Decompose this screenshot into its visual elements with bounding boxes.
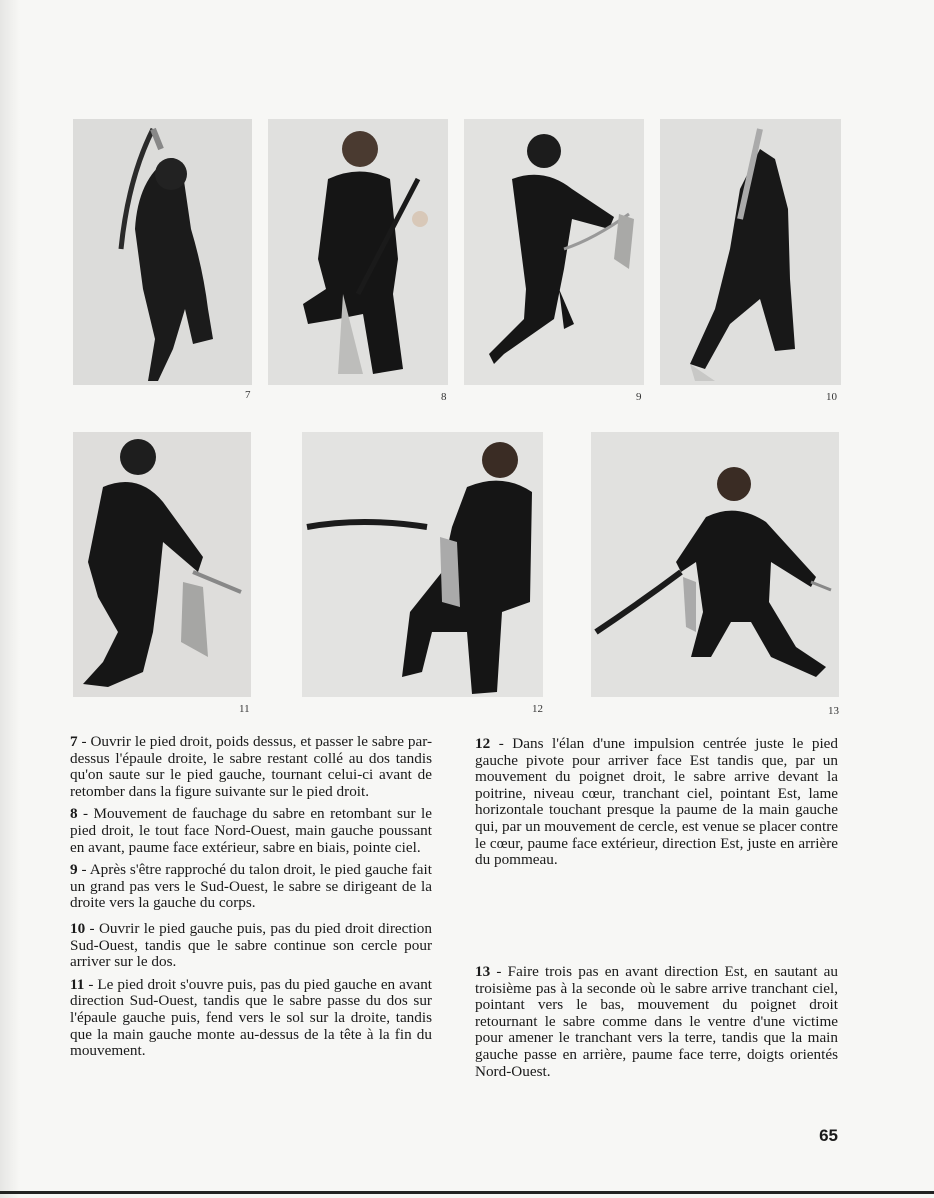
paragraph-12: 12 - Dans l'élan d'une impulsion centrée juste le pied gauche pivote pour arriver face Est tandis que, par un mouvement du poignet droit, le sabre arrive devant la poitrine, niveau cœur, tranchant ciel, pointant Est, lame horizontale touchant presque la paume de la main gauche qui, par un mouvement de cercle, est venue se placer contre le cœur, paume face extérieur, direction Est, juste en arrière du pommeau. xyxy=(475,735,838,869)
page-bottom-border xyxy=(0,1191,934,1194)
text-column-right-lower xyxy=(475,964,838,1086)
paragraph-7: 7 - Ouvrir le pied droit, poids dessus, et passer le sabre par-dessus l'épaule droite, le sabre restant collé au dos tandis qu'on saute sur le pied gauche, tournant celui-ci avant de retomber dans la figure suivante sur le pied droit. xyxy=(70,733,433,800)
page-edge-shadow xyxy=(0,0,20,1198)
figure-11-number: 11 xyxy=(239,703,250,715)
figure-13-photo xyxy=(591,432,839,697)
figure-9-number: 9 xyxy=(636,391,642,403)
figure-9-photo xyxy=(464,119,644,385)
figure-13-number: 13 xyxy=(828,705,839,717)
figure-10-number: 10 xyxy=(826,391,837,403)
figure-7-photo xyxy=(73,119,252,385)
figure-11-photo xyxy=(73,432,251,697)
paragraph-8: 8 - Mouvement de fauchage du sabre en retombant sur le pied droit, le tout face Nord-Ouest, main gauche poussant en avant, paume face extérieur, sabre en biais, pointe ciel. xyxy=(70,805,432,856)
paragraph-13: 13 - Faire trois pas en avant direction Est, en sautant au troisième pas à la seconde où le sabre arrive tranchant ciel, pointant vers le bas, mouvement du poignet droit retournant le sabre comme dans le ventre d'une victime pour amener le tranchant vers la terre, tandis que la main gauche passe en arrière, paume face terre, doigts orientés Nord-Ouest. xyxy=(475,963,839,1080)
paragraph-11: 11 - Le pied droit s'ouvre puis, pas du pied gauche en avant direction Sud-Ouest, tandis que le sabre passe du dos sur l'épaule gauche puis, fend vers le sol sur la droite, tandis que la main gauche monte au-dessus de la tête à la fin du mouvement. xyxy=(70,975,433,1060)
figure-8-number: 8 xyxy=(441,391,447,403)
figure-8-photo xyxy=(268,119,448,385)
text-column-left xyxy=(70,734,432,1066)
figure-7-number: 7 xyxy=(245,389,251,401)
text-column-right xyxy=(475,736,838,875)
paragraph-9: 9 - Après s'être rapproché du talon droit, le pied gauche fait un grand pas vers le Sud-Ouest, le sabre se dirigeant de la droite vers la gauche du corps. xyxy=(70,861,432,912)
paragraph-10: 10 - Ouvrir le pied gauche puis, pas du pied droit direction Sud-Ouest, tandis que le sabre continue son cercle pour arriver sur le dos. xyxy=(70,919,432,971)
figure-12-photo xyxy=(302,432,543,697)
figure-12-number: 12 xyxy=(532,703,543,715)
page-number: 65 xyxy=(819,1126,838,1145)
figure-10-photo xyxy=(660,119,841,385)
